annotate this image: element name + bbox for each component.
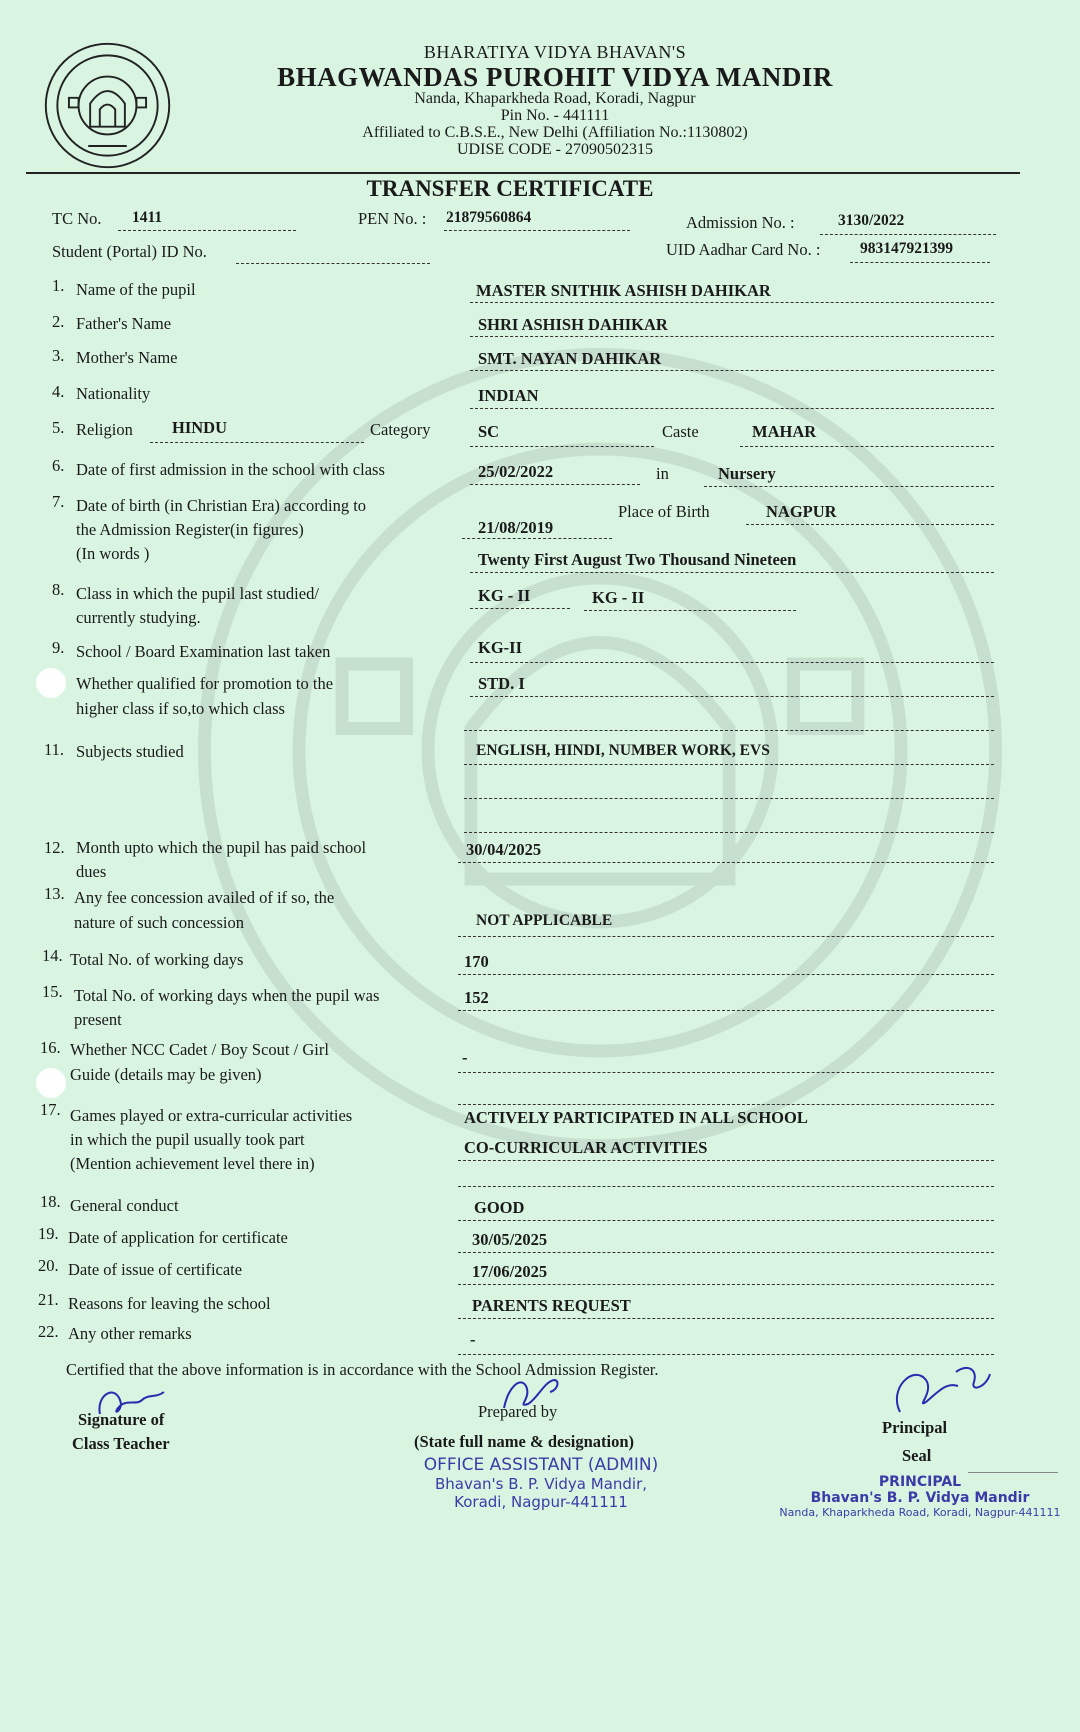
field-label: Whether qualified for promotion to the bbox=[76, 674, 334, 693]
caste-label: Caste bbox=[662, 422, 699, 441]
field-line bbox=[470, 336, 994, 337]
school-name: BHAGWANDAS PUROHIT VIDYA MANDIR bbox=[277, 62, 833, 92]
field-line bbox=[470, 572, 994, 573]
field-label: Nationality bbox=[76, 384, 151, 403]
field-label: present bbox=[74, 1010, 122, 1029]
field-label: Religion bbox=[76, 420, 133, 439]
item-number: 20. bbox=[38, 1256, 59, 1275]
field-label: the Admission Register(in figures) bbox=[76, 520, 304, 539]
admission-number: 3130/2022 bbox=[838, 212, 905, 229]
ncc-details: - bbox=[462, 1048, 468, 1067]
item-number: 7. bbox=[52, 492, 65, 511]
item-number: 1. bbox=[52, 276, 65, 295]
field-line bbox=[740, 446, 994, 447]
field-line bbox=[470, 370, 994, 371]
field-label: Guide (details may be given) bbox=[70, 1065, 262, 1084]
promotion-class: STD. I bbox=[478, 674, 525, 693]
field-line bbox=[470, 662, 994, 663]
tc-label: TC No. bbox=[52, 209, 102, 228]
days-present: 152 bbox=[464, 988, 489, 1007]
tc-line bbox=[118, 230, 296, 231]
field-label: Mother's Name bbox=[76, 348, 178, 367]
mother-name: SMT. NAYAN DAHIKAR bbox=[478, 349, 662, 368]
school-address bbox=[240, 90, 870, 158]
school-logo bbox=[40, 38, 175, 173]
general-conduct: GOOD bbox=[474, 1198, 525, 1217]
portal-id-label: Student (Portal) ID No. bbox=[52, 242, 207, 261]
affiliation: Affiliated to C.B.S.E., New Delhi (Affiliation No.:1130802) bbox=[362, 124, 748, 141]
field-label: nature of such concession bbox=[74, 913, 244, 932]
item-number: 15. bbox=[42, 982, 63, 1001]
trust-name: BHARATIYA VIDYA BHAVAN'S bbox=[423, 42, 687, 62]
field-label: dues bbox=[76, 862, 107, 881]
seal-line bbox=[968, 1472, 1058, 1473]
field-line bbox=[470, 608, 570, 609]
field-label: Games played or extra-curricular activities bbox=[70, 1106, 353, 1125]
item-number: 9. bbox=[52, 638, 65, 657]
date-of-birth: 21/08/2019 bbox=[478, 518, 554, 537]
portal-id-line bbox=[236, 263, 430, 264]
field-label: (Mention achievement level there in) bbox=[70, 1154, 315, 1173]
field-label: Class in which the pupil last studied/ bbox=[76, 584, 319, 603]
item-number: 13. bbox=[44, 884, 65, 903]
principal-label: Principal bbox=[882, 1418, 948, 1437]
field-line bbox=[470, 696, 994, 697]
last-class: KG - II bbox=[478, 586, 531, 605]
subjects: ENGLISH, HINDI, NUMBER WORK, EVS bbox=[476, 742, 770, 759]
field-label: in which the pupil usually took part bbox=[70, 1130, 305, 1149]
item-number: 3. bbox=[52, 346, 65, 365]
nationality: INDIAN bbox=[478, 386, 539, 405]
activities-line-2: CO-CURRICULAR ACTIVITIES bbox=[464, 1138, 708, 1157]
working-days: 170 bbox=[464, 952, 489, 971]
field-line bbox=[458, 936, 994, 937]
issue-date: 17/06/2025 bbox=[472, 1262, 548, 1281]
field-label: Subjects studied bbox=[76, 742, 184, 761]
address-line-1: Nanda, Khaparkheda Road, Koradi, Nagpur bbox=[414, 90, 696, 107]
field-line bbox=[746, 524, 994, 525]
field-label: Month upto which the pupil has paid school bbox=[76, 838, 367, 857]
item-number: 21. bbox=[38, 1290, 59, 1309]
field-line bbox=[470, 408, 994, 409]
field-label: School / Board Examination last taken bbox=[76, 642, 331, 661]
uid-label: UID Aadhar Card No. : bbox=[666, 240, 821, 259]
item-number: 2. bbox=[52, 312, 65, 331]
office-stamp-line-3: Koradi, Nagpur-441111 bbox=[454, 1493, 628, 1511]
field-line bbox=[458, 1104, 994, 1105]
last-exam: KG-II bbox=[478, 638, 523, 657]
field-line bbox=[464, 798, 994, 799]
current-class: KG - II bbox=[592, 588, 645, 607]
field-label: Any fee concession availed of if so, the bbox=[74, 888, 335, 907]
office-stamp-title: OFFICE ASSISTANT (ADMIN) bbox=[423, 1455, 659, 1475]
place-of-birth: NAGPUR bbox=[766, 502, 837, 521]
page-title: TRANSFER CERTIFICATE bbox=[366, 176, 654, 201]
field-line bbox=[458, 1220, 994, 1221]
pen-label: PEN No. : bbox=[358, 209, 427, 228]
principal-stamp-title: PRINCIPAL bbox=[878, 1474, 962, 1490]
field-line bbox=[470, 302, 994, 303]
field-label: Total No. of working days bbox=[70, 950, 244, 969]
field-label: Date of application for certificate bbox=[68, 1228, 288, 1247]
category-label: Category bbox=[370, 420, 431, 439]
field-line bbox=[458, 862, 994, 863]
field-line bbox=[464, 730, 994, 731]
category-value: SC bbox=[478, 422, 500, 441]
admission-line bbox=[820, 234, 996, 235]
field-label: Any other remarks bbox=[68, 1324, 192, 1343]
field-line bbox=[704, 486, 994, 487]
admission-label: Admission No. : bbox=[686, 213, 795, 232]
principal-stamp-line-2: Bhavan's B. P. Vidya Mandir bbox=[810, 1490, 1030, 1506]
principal-stamp-line-3: Nanda, Khaparkheda Road, Koradi, Nagpur-441111 bbox=[779, 1506, 1061, 1519]
father-name: SHRI ASHISH DAHIKAR bbox=[478, 315, 668, 334]
dues-paid-until: 30/04/2025 bbox=[466, 840, 542, 859]
field-line bbox=[458, 1284, 994, 1285]
item-number: 17. bbox=[40, 1100, 61, 1119]
seal-label: Seal bbox=[902, 1446, 932, 1465]
field-line bbox=[584, 610, 796, 611]
pob-label: Place of Birth bbox=[618, 502, 710, 521]
application-date: 30/05/2025 bbox=[472, 1230, 548, 1249]
item-number: 6. bbox=[52, 456, 65, 475]
field-line bbox=[462, 538, 612, 539]
item-number: 5. bbox=[52, 418, 65, 437]
field-line bbox=[458, 1160, 994, 1161]
admission-date: 25/02/2022 bbox=[478, 462, 554, 481]
udise-code: UDISE CODE - 27090502315 bbox=[457, 141, 653, 158]
field-label: Father's Name bbox=[76, 314, 172, 333]
field-label: Date of issue of certificate bbox=[68, 1260, 243, 1279]
item-number: 19. bbox=[38, 1224, 59, 1243]
item-number: 14. bbox=[42, 946, 63, 965]
item-number: 11. bbox=[44, 740, 65, 759]
dob-in-words: Twenty First August Two Thousand Nineteen bbox=[478, 550, 797, 569]
state-designation-label: (State full name & designation) bbox=[414, 1432, 634, 1451]
item-number: 8. bbox=[52, 580, 65, 599]
pen-line bbox=[444, 230, 630, 231]
caste-value: MAHAR bbox=[752, 422, 817, 441]
field-line bbox=[458, 1010, 994, 1011]
header-rule bbox=[26, 172, 1020, 174]
teacher-sign-label: Signature of bbox=[78, 1410, 165, 1429]
field-label: General conduct bbox=[70, 1196, 179, 1215]
field-line bbox=[470, 446, 654, 447]
leaving-reason: PARENTS REQUEST bbox=[472, 1296, 631, 1315]
punch-hole bbox=[36, 1068, 66, 1098]
admission-class: Nursery bbox=[718, 464, 776, 483]
address-line-2: Pin No. - 441111 bbox=[500, 107, 610, 124]
field-line bbox=[470, 484, 640, 485]
teacher-sign-label-2: Class Teacher bbox=[72, 1434, 170, 1453]
uid-number: 983147921399 bbox=[860, 240, 953, 257]
office-stamp bbox=[396, 1455, 686, 1511]
certification-text: Certified that the above information is in accordance with the School Admission Register. bbox=[66, 1360, 659, 1379]
field-label: (In words ) bbox=[76, 544, 150, 563]
item-number: 18. bbox=[40, 1192, 61, 1211]
punch-hole bbox=[36, 668, 66, 698]
field-label: Date of birth (in Christian Era) according to bbox=[76, 496, 367, 515]
field-label: currently studying. bbox=[76, 608, 201, 627]
field-line bbox=[458, 1318, 994, 1319]
religion-value: HINDU bbox=[172, 418, 228, 437]
field-label: Name of the pupil bbox=[76, 280, 196, 299]
field-line bbox=[458, 1072, 994, 1073]
activities-line-1: ACTIVELY PARTICIPATED IN ALL SCHOOL bbox=[464, 1108, 808, 1127]
pupil-name: MASTER SNITHIK ASHISH DAHIKAR bbox=[476, 281, 771, 300]
fee-concession: NOT APPLICABLE bbox=[476, 912, 613, 929]
field-line bbox=[464, 764, 994, 765]
tc-number: 1411 bbox=[132, 209, 163, 226]
field-line bbox=[458, 1186, 994, 1187]
in-label: in bbox=[656, 464, 669, 483]
item-number: 4. bbox=[52, 382, 65, 401]
other-remarks: - bbox=[470, 1330, 476, 1349]
field-line bbox=[458, 974, 994, 975]
principal-stamp bbox=[770, 1474, 1070, 1519]
prepared-by-label: Prepared by bbox=[478, 1402, 558, 1421]
field-line bbox=[150, 442, 364, 443]
field-line bbox=[458, 1252, 994, 1253]
field-label: Date of first admission in the school with class bbox=[76, 460, 385, 479]
item-number: 22. bbox=[38, 1322, 59, 1341]
field-label: higher class if so,to which class bbox=[76, 699, 285, 718]
field-label: Reasons for leaving the school bbox=[68, 1294, 271, 1313]
item-number: 16. bbox=[40, 1038, 61, 1057]
uid-line bbox=[850, 262, 990, 263]
field-label: Whether NCC Cadet / Boy Scout / Girl bbox=[70, 1040, 329, 1059]
field-label: Total No. of working days when the pupil was bbox=[74, 986, 380, 1005]
office-stamp-line-2: Bhavan's B. P. Vidya Mandir, bbox=[434, 1475, 648, 1493]
item-number: 12. bbox=[44, 838, 65, 857]
field-line bbox=[464, 832, 994, 833]
pen-number: 21879560864 bbox=[446, 209, 532, 226]
